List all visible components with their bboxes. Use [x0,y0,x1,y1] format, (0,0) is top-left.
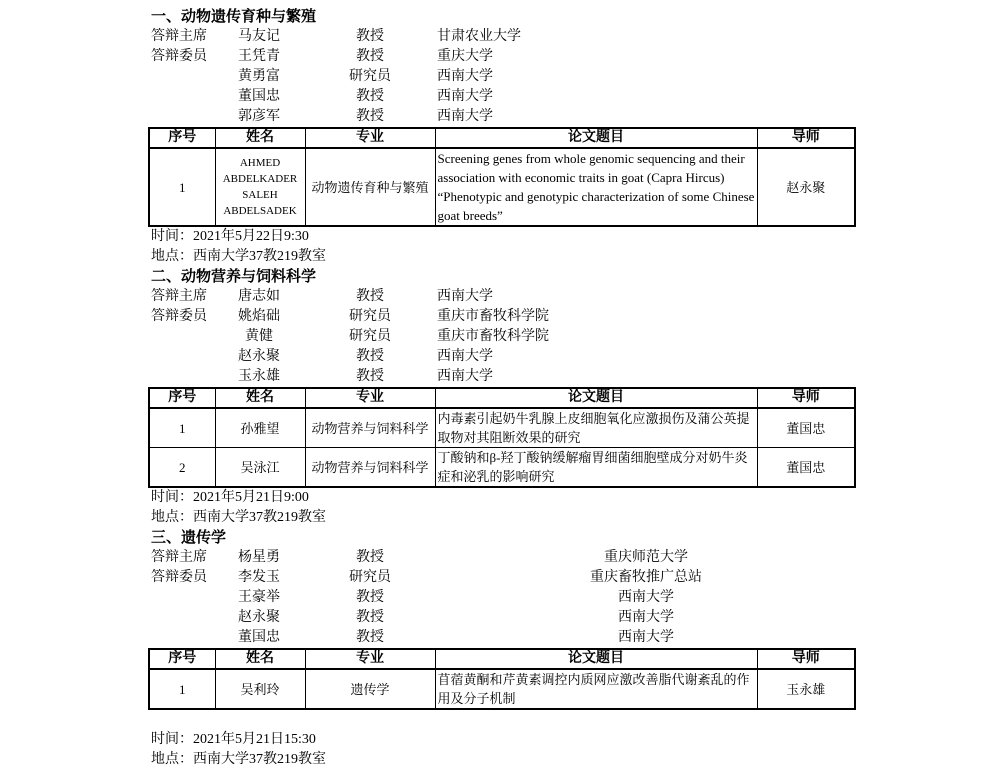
column-header: 专业 [305,649,435,669]
member-institution: 甘肃农业大学 [437,29,521,44]
committee-member [148,67,856,87]
cell-number: 2 [149,448,215,488]
member-institution: 西南大学 [437,109,493,124]
member-name: 郭彦军 [238,109,280,124]
committee-member [148,87,856,107]
thesis-table [148,127,856,227]
member-name: 赵永聚 [238,610,280,625]
section-heading: 二、动物营养与饲料科学 [151,269,317,285]
member-name: 黄健 [245,329,273,344]
cell-student: AHMED ABDELKADER SALEH ABDELSADEK [215,148,305,226]
member-role: 答辩委员 [151,309,207,324]
member-name: 王凭青 [238,49,280,64]
member-title: 教授 [356,289,384,304]
committee-member [148,27,856,47]
member-title: 研究员 [349,570,391,585]
member-name: 杨星勇 [238,550,280,565]
column-header: 论文题目 [435,388,757,408]
committee-list [148,287,856,387]
cell-student: 吴泳江 [215,448,305,488]
column-header: 导师 [757,128,855,148]
cell-major: 动物营养与饲料科学 [305,408,435,448]
cell-topic: 内毒素引起奶牛乳腺上皮细胞氧化应激损伤及蒲公英提取物对其阻断效果的研究 [435,408,757,448]
member-title: 教授 [356,89,384,104]
committee-member [148,47,856,67]
section-2 [148,267,856,528]
member-name: 董国忠 [238,630,280,645]
table-header-row [149,128,855,148]
member-institution: 重庆市畜牧科学院 [437,309,549,324]
member-title: 教授 [356,349,384,364]
member-institution: 重庆畜牧推广总站 [590,570,702,585]
cell-advisor: 董国忠 [757,408,855,448]
table-row [149,448,855,488]
member-title: 教授 [356,630,384,645]
thesis-table [148,648,856,710]
member-role: 答辩委员 [151,49,207,64]
cell-topic: Screening genes from whole genomic sequencing and their association with economic traits in goat (Capra Hircus) “Phenotypic and genotypic characterization of some Chinese goat breeds” [435,148,757,226]
column-header: 论文题目 [435,128,757,148]
member-title: 教授 [356,29,384,44]
column-header: 姓名 [215,128,305,148]
member-institution: 西南大学 [437,349,493,364]
cell-advisor: 玉永雄 [757,669,855,709]
member-title: 研究员 [349,329,391,344]
member-institution: 重庆师范大学 [604,550,688,565]
committee-member [148,287,856,307]
member-institution: 重庆市畜牧科学院 [437,329,549,344]
member-title: 研究员 [349,309,391,324]
member-title: 教授 [356,590,384,605]
cell-number: 1 [149,669,215,709]
committee-member [148,347,856,367]
committee-member [148,608,856,628]
defense-place: 地点：西南大学37教219教室 [151,752,326,767]
member-institution: 西南大学 [618,610,674,625]
cell-major: 遗传学 [305,669,435,709]
cell-major: 动物遗传育种与繁殖 [305,148,435,226]
thesis-table [148,387,856,488]
committee-member [148,307,856,327]
member-institution: 西南大学 [618,590,674,605]
table-header-row [149,649,855,669]
defense-time: 时间：2021年5月22日9:30 [151,229,309,244]
committee-list [148,548,856,648]
member-name: 董国忠 [238,89,280,104]
cell-topic: 丁酸钠和β-羟丁酸钠缓解瘤胃细菌细胞壁成分对奶牛炎症和泌乳的影响研究 [435,448,757,488]
member-institution: 重庆大学 [437,49,493,64]
column-header: 序号 [149,388,215,408]
section-heading: 三、遗传学 [151,530,227,546]
table-row [149,408,855,448]
member-title: 教授 [356,610,384,625]
member-role: 答辩主席 [151,550,207,565]
member-title: 教授 [356,550,384,565]
defense-schedule-document [148,7,856,770]
committee-member [148,107,856,127]
table-header-row [149,388,855,408]
member-role: 答辩主席 [151,289,207,304]
member-name: 王豪举 [238,590,280,605]
column-header: 专业 [305,128,435,148]
member-name: 姚焰础 [238,309,280,324]
committee-member [148,548,856,568]
defense-time: 时间：2021年5月21日15:30 [151,732,316,747]
committee-member [148,327,856,347]
member-institution: 西南大学 [437,369,493,384]
member-role: 答辩委员 [151,570,207,585]
member-institution: 西南大学 [437,289,493,304]
committee-list [148,27,856,127]
member-institution: 西南大学 [618,630,674,645]
table-row [149,148,855,226]
cell-topic: 苜蓿黄酮和芹黄素调控内质网应激改善脂代谢紊乱的作用及分子机制 [435,669,757,709]
cell-number: 1 [149,408,215,448]
cell-student: 孙雅望 [215,408,305,448]
member-institution: 西南大学 [437,69,493,84]
cell-advisor: 赵永聚 [757,148,855,226]
member-name: 李发玉 [238,570,280,585]
section-3 [148,528,856,770]
member-name: 赵永聚 [238,349,280,364]
member-name: 马友记 [238,29,280,44]
committee-member [148,588,856,608]
committee-member [148,568,856,588]
defense-place: 地点：西南大学37教219教室 [151,249,326,264]
member-title: 教授 [356,369,384,384]
table-row [149,669,855,709]
section-heading: 一、动物遗传育种与繁殖 [151,9,317,25]
member-title: 研究员 [349,69,391,84]
column-header: 序号 [149,649,215,669]
cell-number: 1 [149,148,215,226]
cell-major: 动物营养与饲料科学 [305,448,435,488]
member-title: 教授 [356,49,384,64]
column-header: 序号 [149,128,215,148]
committee-member [148,367,856,387]
member-role: 答辩主席 [151,29,207,44]
cell-advisor: 董国忠 [757,448,855,488]
cell-student: 吴利玲 [215,669,305,709]
committee-member [148,628,856,648]
defense-time: 时间：2021年5月21日9:00 [151,490,309,505]
column-header: 姓名 [215,649,305,669]
section-1 [148,7,856,267]
column-header: 论文题目 [435,649,757,669]
member-name: 黄勇富 [238,69,280,84]
member-institution: 西南大学 [437,89,493,104]
member-name: 唐志如 [238,289,280,304]
defense-place: 地点：西南大学37教219教室 [151,510,326,525]
column-header: 姓名 [215,388,305,408]
column-header: 专业 [305,388,435,408]
column-header: 导师 [757,388,855,408]
column-header: 导师 [757,649,855,669]
member-title: 教授 [356,109,384,124]
member-name: 玉永雄 [238,369,280,384]
